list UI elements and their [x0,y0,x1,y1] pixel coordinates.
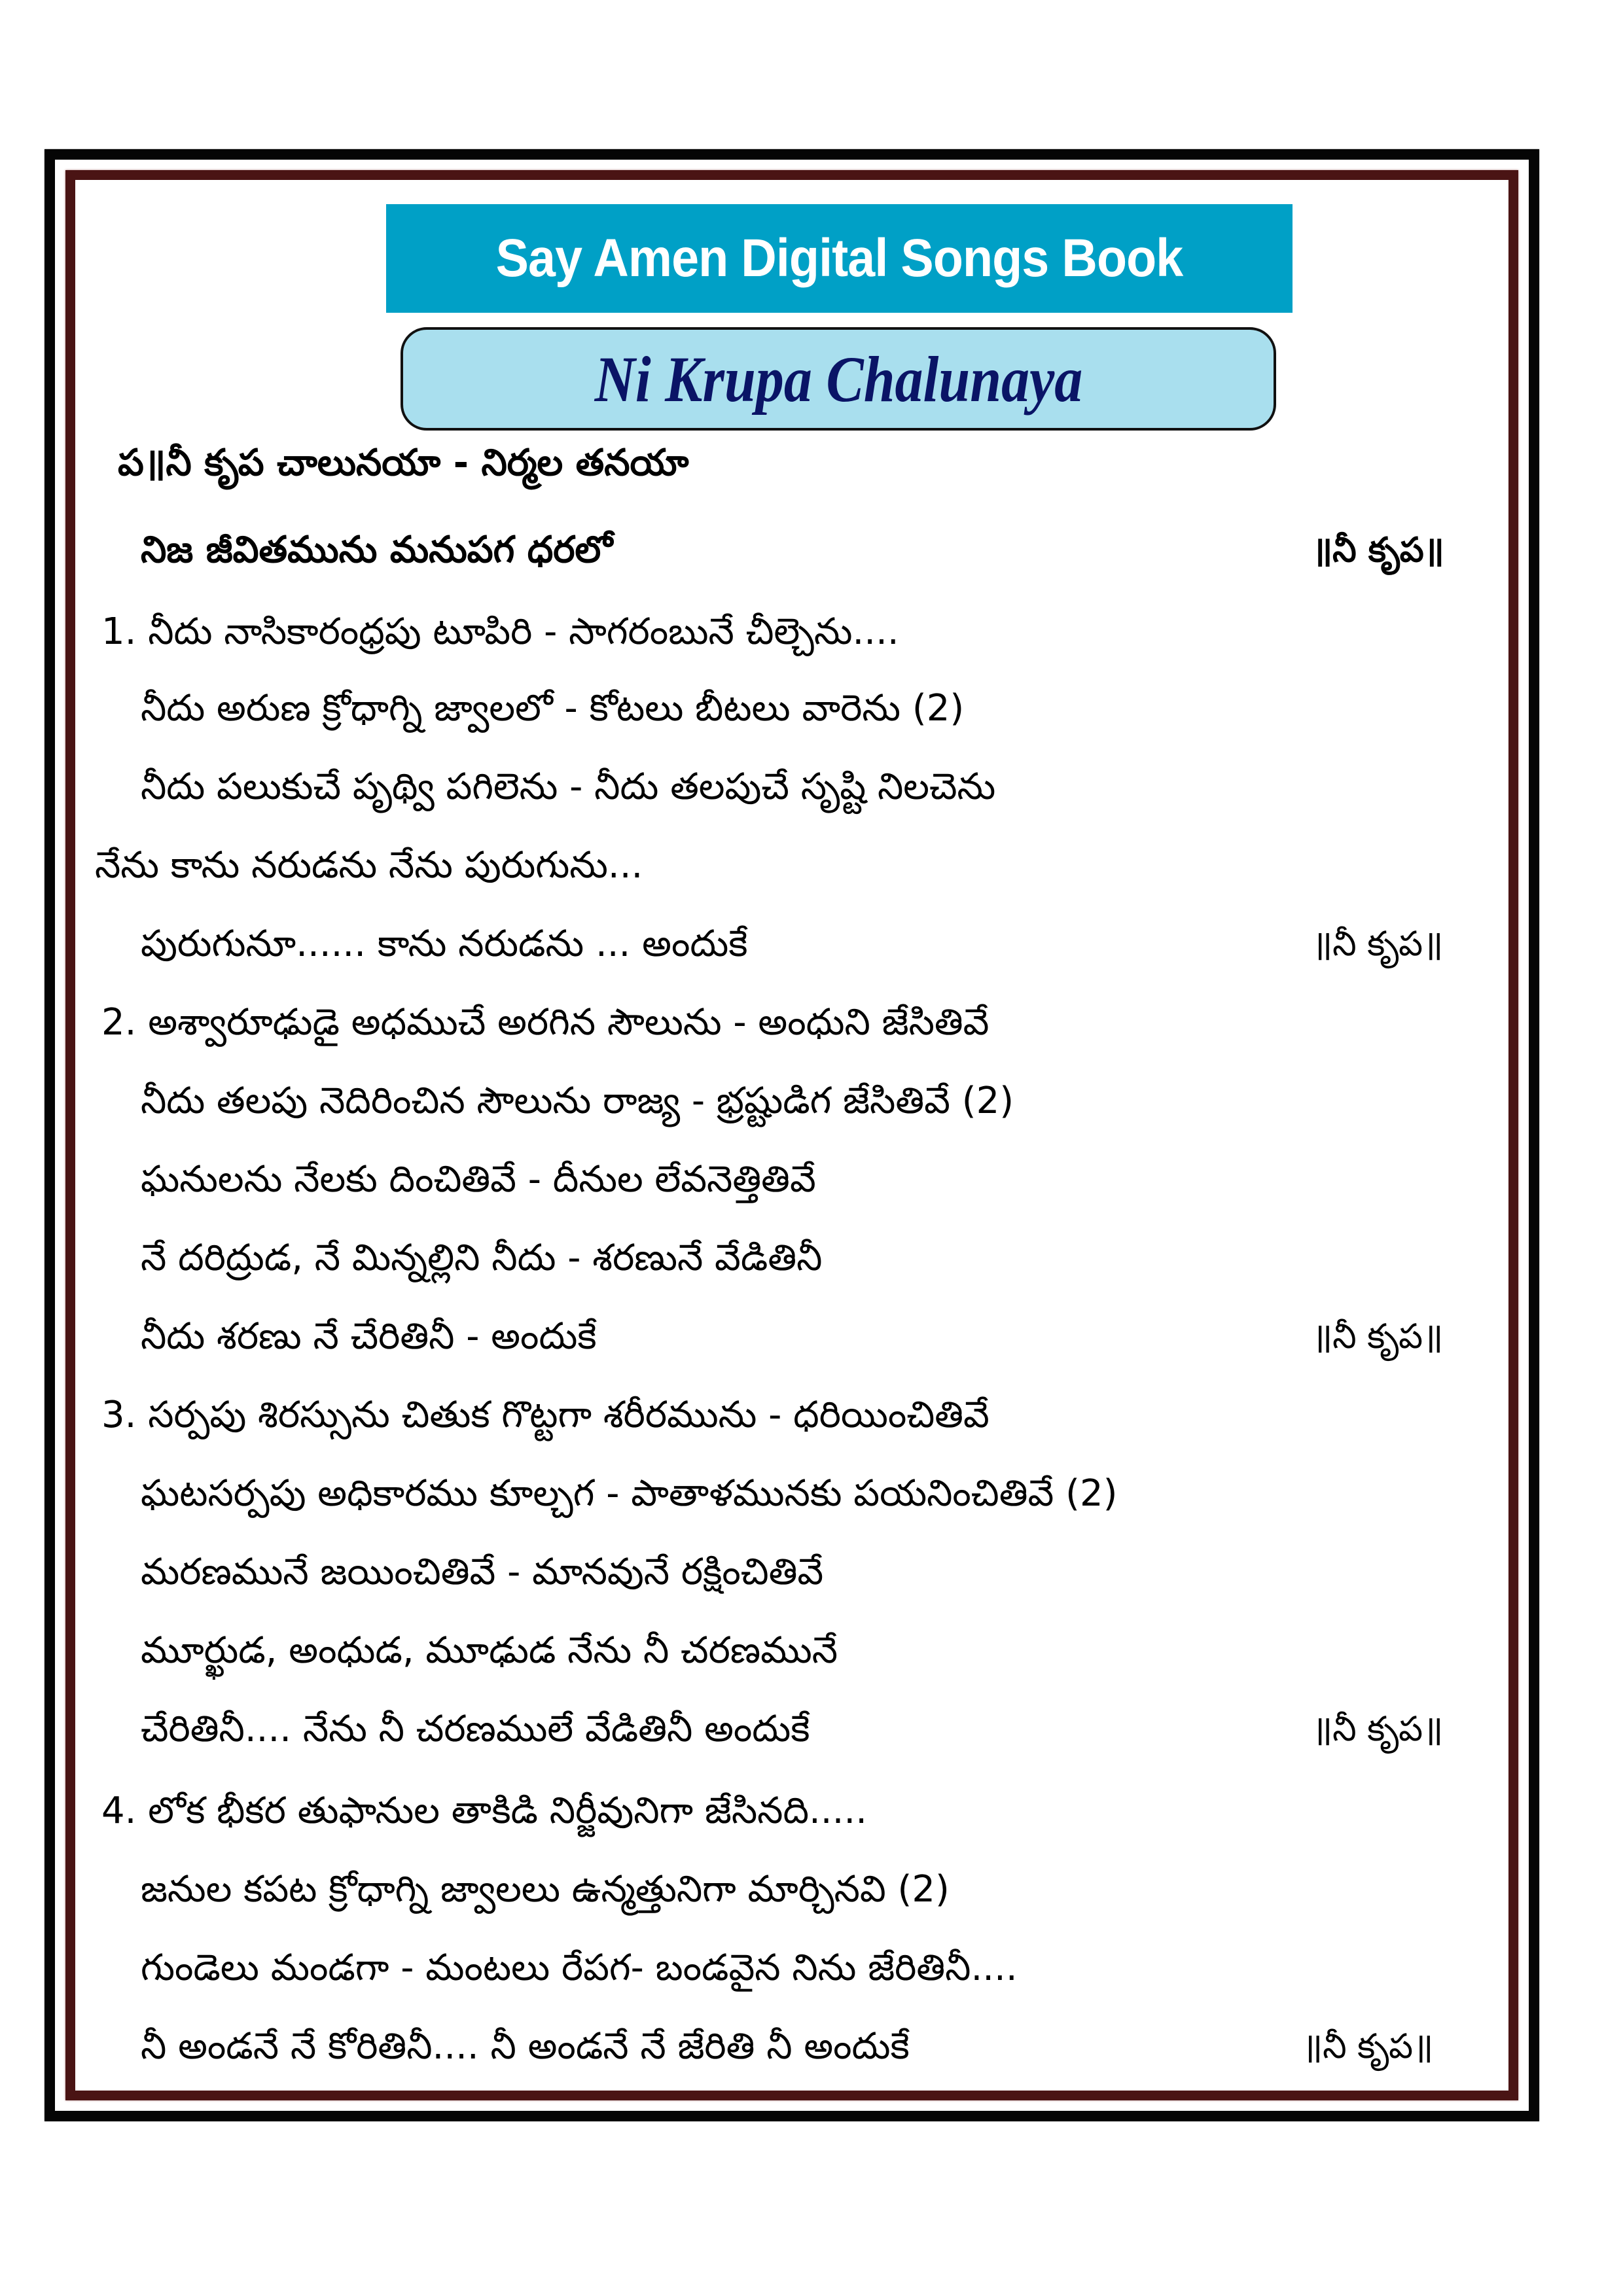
stanza-2-line-5: నీదు శరణు నే చేరితినీ - అందుకే [141,1315,597,1358]
banner-title: Say Amen Digital Songs Book [495,228,1183,288]
stanza-3-line-1: 3. సర్పపు శిరస్సును చితుక గొట్టగా శరీరమును - ధరియించితివే [101,1394,990,1436]
refrain-marker: ॥నీ కృప॥ [1312,1710,1444,1749]
stanza-4-line-1: 4. లోక భీకర తుఫానుల తాకిడి నిర్జీవునిగా జేసినది..... [101,1790,867,1832]
refrain-marker: ॥నీ కృప॥ [1312,531,1444,570]
stanza-2-line-4: నే దరిద్రుడ, నే మిన్నల్లిని నీదు - శరణునే వేడితినీ [141,1237,823,1279]
stanza-4-line-2: జనుల కపట క్రోధాగ్ని జ్వాలలు ఉన్మత్తునిగా మార్చినవి (2) [141,1868,950,1911]
song-title-box [401,327,1276,431]
stanza-2-line-3: ఘనులను నేలకు దించితివే - దీనుల లేవనెత్తితివే [141,1158,816,1201]
refrain-marker: ॥నీ కృప॥ [1312,925,1444,964]
stanza-1-line-5: పురుగునూ...... కాను నరుడను ... అందుకే [141,923,748,965]
refrain-marker: ॥నీ కృప॥ [1312,1317,1444,1356]
stanza-3-line-4: మూర్ఖుడ, అంధుడ, మూఢుడ నేను నీ చరణమునే [141,1629,838,1672]
refrain-marker: ॥నీ కృప॥ [1302,2027,1434,2066]
songbook-banner [386,204,1293,313]
stanza-3-line-5: చేరితినీ.... నేను నీ చరణములే వేడితినీ అందుకే [141,1708,810,1750]
chorus-line-2: నిజ జీవితమును మనుపగ ధరలో [141,529,613,571]
stanza-1-line-1: 1. నీదు నాసికారంధ్రపు టూపిరి - సాగరంబునే చీల్చెను.... [101,610,899,653]
stanza-2-line-1: 2. అశ్వారూఢుడై అధముచే అరగిన సౌలును - అంధుని జేసితివే [101,1001,990,1044]
stanza-3-line-3: మరణమునే జయించితివే - మానవునే రక్షించితివే [141,1551,824,1593]
stanza-2-line-2: నీదు తలపు నెదిరించిన సౌలును రాజ్య - భ్రష్టుడిగ జేసితివే (2) [141,1080,1014,1122]
stanza-1-line-2: నీదు అరుణ క్రోధాగ్ని జ్వాలలో - కోటలు బీటలు వారెను (2) [141,687,965,730]
stanza-4-line-3: గుండెలు మండగా - మంటలు రేపగ- బండవైన నిను జేరితినీ.... [141,1947,1018,1989]
chorus-line-1: ప॥నీ కృప చాలునయా - నిర్మల తనయా [118,442,689,484]
stanza-3-line-2: ఘటసర్పపు అధికారము కూల్చగ - పాతాళమునకు పయనించితివే (2) [141,1472,1118,1515]
stanza-1-line-4: నేను కాను నరుడను నేను పురుగును... [95,844,643,887]
stanza-1-line-3: నీదు పలుకుచే పృథ్వి పగిలెను - నీదు తలపుచే సృష్టి నిలచెను [141,766,996,808]
stanza-4-line-4: నీ అండనే నే కోరితినీ.... నీ అండనే నే జేరితి నీ అందుకే [141,2025,910,2068]
song-title: Ni Krupa Chalunaya [594,342,1082,415]
